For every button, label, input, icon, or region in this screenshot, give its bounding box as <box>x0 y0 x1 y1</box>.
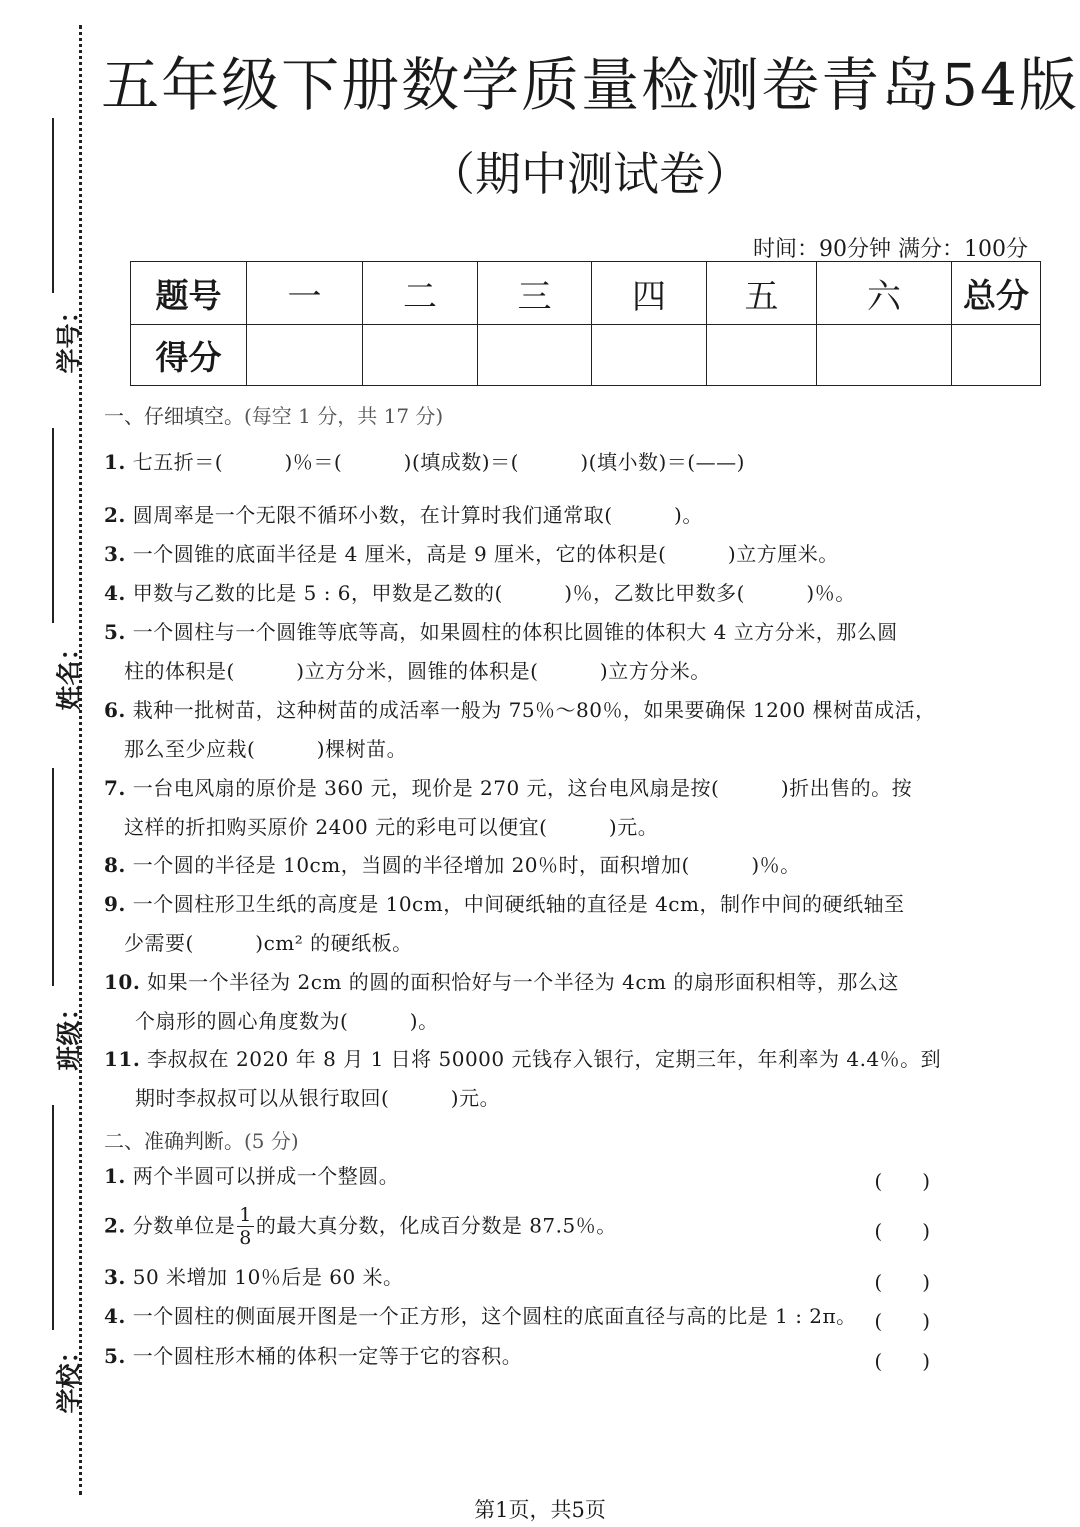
section-1-title <box>104 400 443 429</box>
question-number: 2. <box>104 1213 126 1238</box>
cut-line <box>79 25 82 1495</box>
score-header-cell: 三 <box>478 262 592 325</box>
question-2 <box>104 496 703 535</box>
student-id-blank[interactable] <box>52 118 54 293</box>
score-value-row <box>131 325 1041 386</box>
question-10 <box>104 963 899 1041</box>
question-5 <box>104 613 898 691</box>
section-1-note: (每空 1 分，共 17 分) <box>244 404 444 428</box>
fraction <box>237 1206 254 1248</box>
judgement-4 <box>104 1297 857 1336</box>
page-subtitle: （期中测试卷） <box>429 147 751 201</box>
question-9 <box>104 885 904 963</box>
score-header-row <box>131 262 1041 325</box>
score-header-cell: 二 <box>363 262 478 325</box>
score-header-cell: 总分 <box>952 262 1041 325</box>
answer-paren[interactable]: ( ) <box>874 1270 930 1294</box>
score-cell[interactable] <box>817 325 952 386</box>
score-header-cell: 四 <box>592 262 707 325</box>
question-text-cont: 个扇形的圆心角度数为( )。 <box>135 1009 439 1033</box>
question-text: 一个圆柱形卫生纸的高度是 10cm，中间硬纸轴的直径是 4cm，制作中间的硬纸轴至 <box>132 892 905 916</box>
answer-paren[interactable]: ( ) <box>874 1349 930 1373</box>
question-text-cont: 少需要( )cm² 的硬纸板。 <box>124 931 413 955</box>
question-number: 7. <box>104 776 126 800</box>
school-label: 学校： <box>54 1338 84 1414</box>
score-header-cell: 一 <box>247 262 363 325</box>
question-number: 4. <box>104 1304 126 1328</box>
question-text-cont: 柱的体积是( )立方分米，圆锥的体积是( )立方分米。 <box>124 659 711 683</box>
answer-paren[interactable]: ( ) <box>874 1309 930 1333</box>
score-row-label: 得分 <box>131 325 247 386</box>
question-text: 七五折＝( )％＝( )(填成数)＝( )(填小数)＝(——) <box>132 450 745 474</box>
page-title: 五年级下册数学质量检测卷青岛54版 <box>101 51 1079 119</box>
score-cell[interactable] <box>478 325 592 386</box>
section-2-note: (5 分) <box>244 1129 299 1153</box>
question-number: 5. <box>104 620 126 644</box>
question-number: 1. <box>104 450 126 474</box>
question-text: 甲数与乙数的比是 5 : 6，甲数是乙数的( )％，乙数比甲数多( )％。 <box>132 581 856 605</box>
question-number: 11. <box>104 1047 141 1071</box>
score-cell[interactable] <box>952 325 1041 386</box>
question-text-cont: 这样的折扣购买原价 2400 元的彩电可以便宜( )元。 <box>124 815 659 839</box>
question-1 <box>104 443 745 482</box>
question-text: 一个圆的半径是 10cm，当圆的半径增加 20％时，面积增加( )％。 <box>132 853 801 877</box>
question-text: 一台电风扇的原价是 360 元，现价是 270 元，这台电风扇是按( )折出售的。按 <box>132 776 913 800</box>
answer-paren[interactable]: ( ) <box>874 1219 930 1243</box>
question-number: 8. <box>104 853 126 877</box>
binding-margin <box>0 0 100 1527</box>
score-cell[interactable] <box>363 325 478 386</box>
question-text: 一个圆柱与一个圆锥等底等高，如果圆柱的体积比圆锥的体积大 4 立方分米，那么圆 <box>132 620 898 644</box>
question-text: 50 米增加 10％后是 60 米。 <box>132 1265 404 1289</box>
question-7 <box>104 769 912 847</box>
name-label: 姓名： <box>54 635 84 711</box>
question-number: 2. <box>104 503 126 527</box>
score-header-cell: 题号 <box>131 262 247 325</box>
section-2-title <box>104 1125 299 1154</box>
student-id-label: 学号： <box>54 298 84 374</box>
judgement-2 <box>104 1206 617 1248</box>
question-text: 分数单位是 <box>132 1213 236 1238</box>
answer-paren[interactable]: ( ) <box>874 1169 930 1193</box>
score-cell[interactable] <box>707 325 817 386</box>
section-2-heading: 二、准确判断。 <box>104 1129 244 1153</box>
question-number: 5. <box>104 1344 126 1368</box>
question-number: 4. <box>104 581 126 605</box>
question-text: 圆周率是一个无限不循环小数，在计算时我们通常取( )。 <box>132 503 703 527</box>
question-number: 9. <box>104 892 126 916</box>
question-number: 3. <box>104 542 126 566</box>
question-number: 1. <box>104 1164 126 1188</box>
question-number: 10. <box>104 970 141 994</box>
section-1-heading: 一、仔细填空。 <box>104 404 244 428</box>
page-number: 第1页，共5页 <box>474 1498 606 1522</box>
class-label: 班级： <box>54 995 84 1071</box>
question-text: 的最大真分数，化成百分数是 87.5％。 <box>255 1213 617 1238</box>
judgement-1 <box>104 1157 399 1196</box>
score-header-cell: 五 <box>707 262 817 325</box>
name-blank[interactable] <box>52 428 54 623</box>
judgement-5 <box>104 1337 522 1376</box>
score-cell[interactable] <box>247 325 363 386</box>
question-text-cont: 期时李叔叔可以从银行取回( )元。 <box>135 1086 501 1110</box>
question-8 <box>104 846 801 885</box>
question-text-cont: 那么至少应栽( )棵树苗。 <box>124 737 408 761</box>
question-3 <box>104 535 839 574</box>
question-text: 两个半圆可以拼成一个整圆。 <box>132 1164 400 1188</box>
question-11 <box>104 1040 941 1118</box>
question-text: 李叔叔在 2020 年 8 月 1 日将 50000 元钱存入银行，定期三年，年利率为 4.4％。到 <box>147 1047 942 1071</box>
question-number: 6. <box>104 698 126 722</box>
score-table <box>130 261 1041 386</box>
fraction-denominator: 8 <box>239 1227 252 1249</box>
time-info: 时间：90分钟 满分：100分 <box>753 237 1028 262</box>
class-blank[interactable] <box>52 768 54 986</box>
question-text: 如果一个半径为 2cm 的圆的面积恰好与一个半径为 4cm 的扇形面积相等，那么这 <box>147 970 899 994</box>
question-4 <box>104 574 856 613</box>
question-text: 一个圆柱形木桶的体积一定等于它的容积。 <box>132 1344 523 1368</box>
score-cell[interactable] <box>592 325 707 386</box>
question-text: 栽种一批树苗，这种树苗的成活率一般为 75％～80％，如果要确保 1200 棵树苗成活， <box>132 698 936 722</box>
fraction-numerator: 1 <box>239 1204 252 1226</box>
judgement-3 <box>104 1258 404 1297</box>
question-text: 一个圆柱的侧面展开图是一个正方形，这个圆柱的底面直径与高的比是 1 : 2π。 <box>132 1304 857 1328</box>
question-text: 一个圆锥的底面半径是 4 厘米，高是 9 厘米，它的体积是( )立方厘米。 <box>132 542 839 566</box>
question-number: 3. <box>104 1265 126 1289</box>
score-header-cell: 六 <box>817 262 952 325</box>
question-6 <box>104 691 936 769</box>
school-blank[interactable] <box>52 1105 54 1330</box>
